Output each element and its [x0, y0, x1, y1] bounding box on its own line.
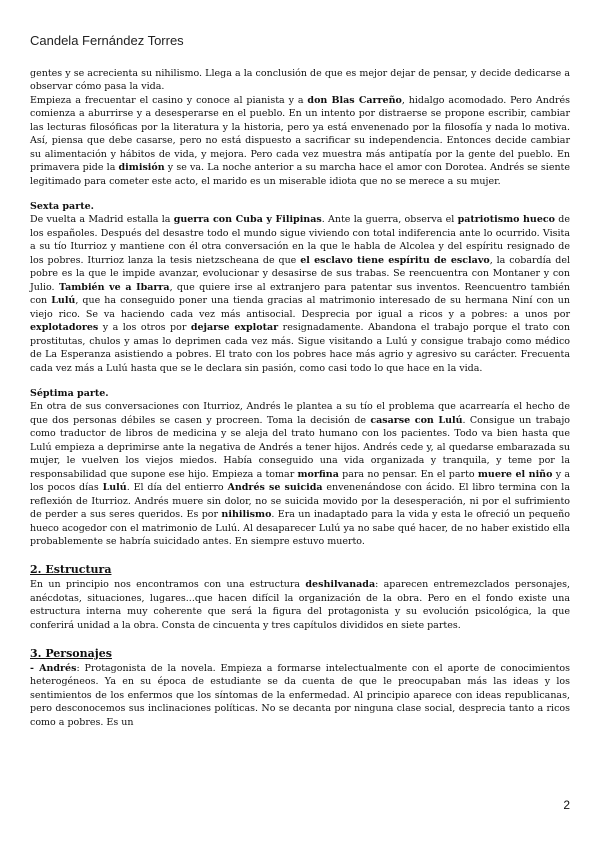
- text-run: y se va. La noche anterior a su marcha hace el amor con Dorotea. Andrés se siente legitimado para cometer este acto, el marido es un miserable idiota que no se merece a su mujer.: [30, 162, 570, 187]
- text-run: de los españoles. Después del desastre todo el mundo sigue viviendo con total indiferencia ante lo ocurrido. Visita a su tío Iturrioz y mantiene con él otra conversación en la que le habla de Alcolea y del espíritu resignado de los pobres. Iturrioz lanza la tesis nietzscheana de que: [30, 214, 570, 266]
- text-run: Empieza a frecuentar el casino y conoce al pianista y a: [30, 94, 308, 106]
- paragraph-sexta-parte: [30, 213, 570, 375]
- text-run: . Era un inadaptado para la vida y esta le ofreció un pequeño hueco acogedor con el matrimonio de Lulú. Al desaparecer Lulú ya no sabe qué hacer, de no haber existido ella probablemente se habría suicidado antes. En siempre estuvo muerto.: [30, 509, 570, 547]
- section-heading-personajes: 3. Personajes: [30, 647, 112, 661]
- bold-run: explotadores: [30, 322, 99, 334]
- bold-run: nihilismo: [221, 509, 272, 521]
- bold-run: - Andrés: [30, 662, 77, 674]
- text-run: para no pensar. En el parto: [338, 468, 478, 480]
- text-run: En un principio nos encontramos con una estructura: [30, 579, 306, 591]
- bold-run: Lulú: [51, 295, 76, 307]
- bold-run: muere el niño: [477, 468, 553, 480]
- text-run: , la cobardía del pobre es la que le impide avanzar, evolucionar y desasirse de sus trabas. Se reencuentra con Montaner y con Julio.: [30, 254, 570, 293]
- bold-run: don Blas Carreño: [307, 94, 402, 106]
- text-run: resignadamente. Abandona el trabajo porque el trato con prostitutas, chulos y amas lo deprimen cada vez más. Sigue visitando a Lulú y consigue trabajo como médico de La Esperanza asistiendo a pobres. El trato con los pobres hace más agrio y agresivo su carácter. Frecuenta cada vez más a Lulú hasta que se le declara sin pasión, como casi todo lo que hace en la vida.: [30, 322, 570, 374]
- bold-run: dejarse explotar: [190, 322, 279, 334]
- bold-run: patriotismo hueco: [457, 214, 555, 226]
- text-run: , hidalgo acomodado. Pero Andrés comienza a aburrirse y a desesperarse en el pueblo. En un intento por distraerse se propone escribir, cambiar las lecturas filosóficas por la literatura y la historia, pero ya está envenenado por la filosofía y nada lo motiva. Así, piensa que debe casarse, pero no está dispuesto a sacrificar su independencia. Entonces decide cambiar su alimentación y hábitos de vida, y mejora. Pero cada vez muestra más antipatía por la gente del pueblo. En primavera pide la: [30, 94, 570, 174]
- text-run: . Ante la guerra, observa el: [321, 214, 458, 226]
- text-run: : aparecen entremezclados personajes, anécdotas, situaciones, lugares...que hacen difícil la organización de la obra. Pero en el fondo existe una estructura interna muy coherente que será la figura del protagonista y su evolución psicológica, la que conferirá unidad a la obra. Consta de cincuenta y tres capítulos divididos en siete partes.: [30, 579, 570, 631]
- subheading-septima-parte: Séptima parte.: [30, 387, 109, 399]
- text-run: En otra de sus conversaciones con Iturrioz, Andrés le plantea a su tío el problema que acarrearía el hecho de que dos personas débiles se casen y procreen. Toma la decisión de: [30, 401, 570, 426]
- text-run: . Consigue un trabajo como traductor de libros de medicina y se aleja del trato humano con los pacientes. Todo va bien hasta que Lulú empieza a deprimirse ante la negativa de Andrés a tener hijos. Andrés cede y, al quedarse embarazada su mujer, le vuelven los viejos miedos. Había conseguido una vida organizada y tranquila, y teme por la responsabilidad que supone ese hijo. Empieza a tomar: [30, 414, 570, 480]
- bold-run: el esclavo tiene espíritu de esclavo: [300, 254, 490, 266]
- text-run: . El día del entierro: [126, 482, 228, 494]
- bold-run: guerra con Cuba y Filipinas: [173, 214, 322, 226]
- text-run: y a los pocos días: [30, 468, 570, 494]
- text-run: envenenándose con ácido. El libro termina con la reflexión de Iturrioz. Andrés muere sin dolor, no se suicida movido por la desesperación, ni por el sufrimiento de perder a sus seres queridos. Es por: [30, 482, 570, 521]
- paragraph-estructura: [30, 578, 570, 632]
- bold-run: morfina: [297, 468, 339, 480]
- page-header-author: Candela Fernández Torres: [30, 33, 184, 48]
- text-run: , que ha conseguido poner una tienda gracias al matrimonio interesado de su hermana Niní con un viejo rico. Se va haciendo cada vez más antisocial. Desprecia por igual a ricos y a pobres: a unos por: [30, 295, 570, 320]
- bold-run: deshilvanada: [305, 579, 376, 591]
- text-run: gentes y se acrecienta su nihilismo. Llega a la conclusión de que es mejor dejar de pensar, y decide dedicarse a observar cómo pasa la vida.: [30, 68, 570, 93]
- text-run: De vuelta a Madrid estalla la: [30, 214, 174, 226]
- paragraph-nihilismo: [30, 67, 570, 94]
- bold-run: También ve a Ibarra: [58, 281, 170, 293]
- text-run: y a los otros por: [98, 322, 191, 334]
- subheading-sexta-parte: Sexta parte.: [30, 200, 94, 212]
- text-run: : Protagonista de la novela. Empieza a formarse intelectualmente con el aporte de conocimientos heterogéneos. Ya en su época de estudiante se da cuenta de que le preocupaban más las ideas y los sentimientos de los enfermos que los síntomas de la enfermedad. Al principio aparece con ideas republicanas, pero desconocemos sus inclinaciones políticas. No se decanta por ninguna clase social, desprecia tanto a ricos como a pobres. Es un: [30, 662, 570, 728]
- bold-run: dimisión: [118, 162, 165, 174]
- bold-run: casarse con Lulú: [370, 414, 463, 426]
- text-run: , que quiere irse al extranjero para patentar sus inventos. Reencuentro también con: [30, 281, 570, 307]
- bold-run: Andrés se suicida: [227, 482, 323, 494]
- paragraph-casino: [30, 94, 570, 188]
- page-number: 2: [563, 798, 570, 812]
- paragraph-personajes-andres: [30, 662, 570, 729]
- paragraph-septima-parte: [30, 400, 570, 548]
- section-heading-estructura: 2. Estructura: [30, 563, 112, 577]
- bold-run: Lulú: [102, 482, 127, 494]
- document-body: [30, 67, 570, 729]
